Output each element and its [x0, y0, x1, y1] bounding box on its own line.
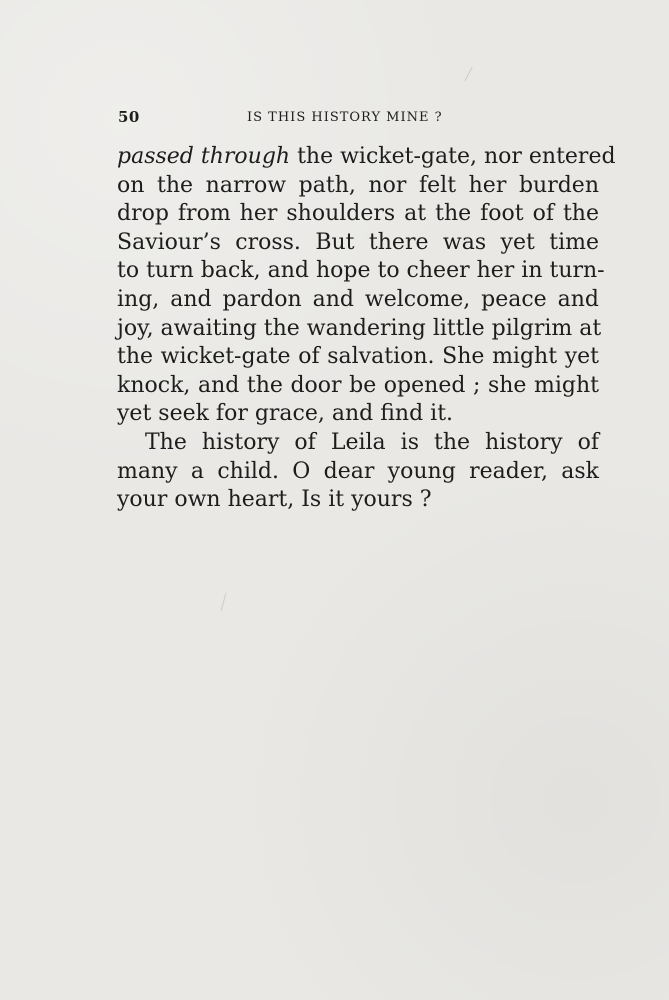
paper-mark [464, 67, 472, 82]
running-title: IS THIS HISTORY MINE ? [247, 110, 443, 125]
running-head [118, 108, 596, 130]
text-line: the wicket-gate of salvation. She might yet [117, 344, 599, 370]
text-fragment: the wicket-gate, nor entered [290, 144, 616, 169]
text-line: your own heart, Is it yours ? [117, 487, 432, 513]
text-line: Saviour’s cross. But there was yet time [117, 229, 599, 255]
page-number: 50 [118, 108, 140, 126]
text-line: many a child. O dear young reader, ask [117, 458, 599, 484]
text-line: The history of Leila is the history of [145, 429, 599, 455]
text-line: yet seek for grace, and find it. [117, 401, 454, 427]
paper-mark [221, 593, 227, 611]
text-line: joy, awaiting the wandering little pilgrim at [117, 315, 602, 341]
text-line: knock, and the door be opened ; she might [117, 372, 599, 398]
text-line: to turn back, and hope to cheer her in turn- [117, 258, 605, 284]
body-text [117, 143, 616, 515]
italic-text: passed through [117, 144, 291, 169]
text-line: on the narrow path, nor felt her burden [117, 172, 599, 198]
text-line: drop from her shoulders at the foot of the [117, 201, 599, 227]
text-line [117, 143, 616, 172]
text-line: ing, and pardon and welcome, peace and [117, 286, 599, 312]
